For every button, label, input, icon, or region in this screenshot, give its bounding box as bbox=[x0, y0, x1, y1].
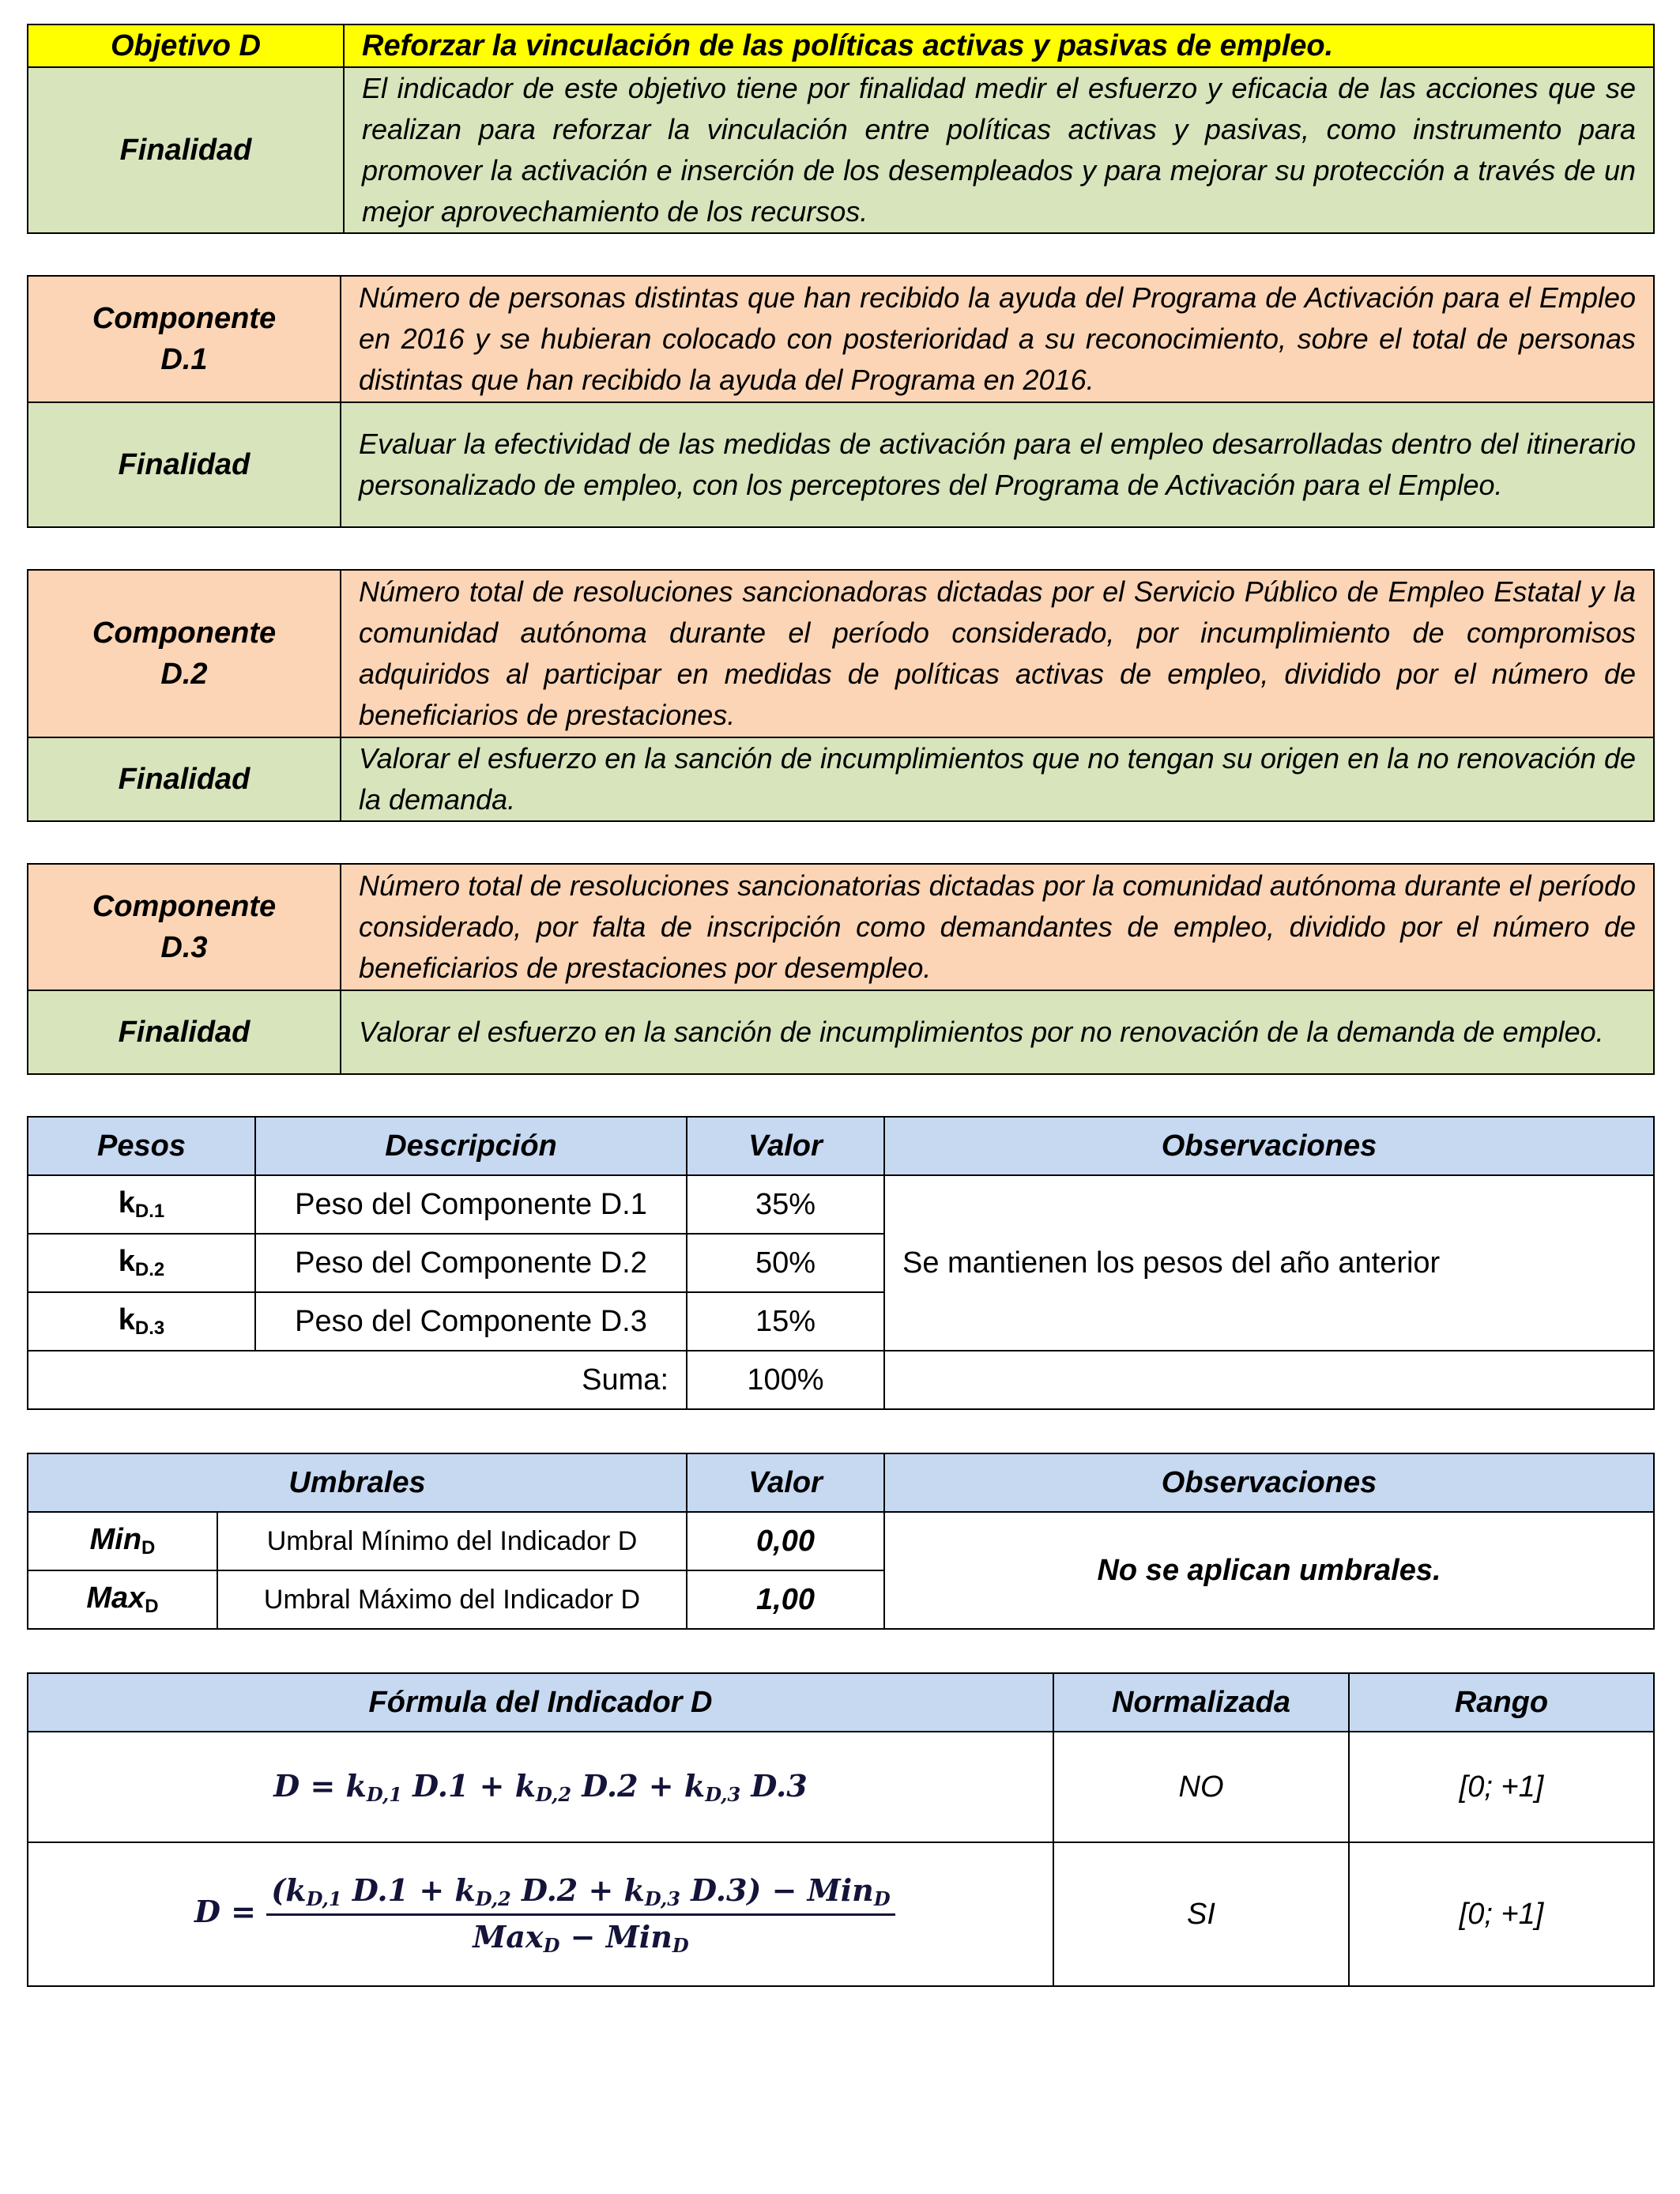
formula-fraction bbox=[266, 1872, 895, 1957]
formula-normalized-rango: [0; +1] bbox=[1349, 1842, 1654, 1986]
umbral-symbol: Min$_D$ bbox=[28, 1512, 217, 1570]
objetivo-title: Reforzar la vinculación de las políticas activas y pasivas de empleo. bbox=[344, 25, 1654, 67]
pesos-observaciones: Se mantienen los pesos del año anterior bbox=[884, 1175, 1654, 1351]
componente-d1-finalidad-label: Finalidad bbox=[28, 402, 341, 527]
table-row bbox=[28, 1732, 1654, 1842]
umbrales-header-valor: Valor bbox=[687, 1453, 884, 1512]
peso-symbol: $k_{D.2}$ bbox=[28, 1234, 255, 1292]
componente-d2-label bbox=[28, 570, 341, 737]
table-row bbox=[28, 1842, 1654, 1986]
formula-normalized-expression: D = $\frac{(k_{D,1} D.1 + k_{D,2} D.2 + k_{D,3} D.3) - Min_D}{Max_D - Min_D}$ bbox=[194, 1894, 895, 1929]
umbral-valor: 0,00 bbox=[687, 1512, 884, 1570]
componente-d1-label bbox=[28, 276, 341, 402]
umbral-symbol: Max$_D$ bbox=[28, 1570, 217, 1629]
componente-d2-label-line1: Componente bbox=[92, 616, 277, 650]
umbrales-observaciones: No se aplican umbrales. bbox=[884, 1512, 1654, 1629]
peso-descripcion: Peso del Componente D.3 bbox=[255, 1292, 687, 1351]
componente-d2-finalidad-text: Valorar el esfuerzo en la sanción de incumplimientos que no tengan su origen en la no renovación de la demanda. bbox=[341, 737, 1654, 821]
componente-d3-table bbox=[27, 863, 1655, 1075]
pesos-header-descripcion: Descripción bbox=[255, 1117, 687, 1175]
objetivo-label: Objetivo D bbox=[28, 25, 344, 67]
componente-d1-text: Número de personas distintas que han recibido la ayuda del Programa de Activación para el Empleo en 2016 y se hubieran colocado con posterioridad a su reconocimiento, sobre el total de personas distintas que han recibido la ayuda del Programa en 2016. bbox=[341, 276, 1654, 402]
peso-symbol: $k_{D.3}$ bbox=[28, 1292, 255, 1351]
formula-normalized bbox=[28, 1842, 1053, 1986]
pesos-header-observaciones: Observaciones bbox=[884, 1117, 1654, 1175]
objetivo-finalidad-text: El indicador de este objetivo tiene por finalidad medir el esfuerzo y eficacia de las acciones que se realizan para reforzar la vinculación entre políticas activas y pasivas, como instrumento para promover la activación e inserción de los desempleados y para mejorar su protección a través de un mejor aprovechamiento de los recursos. bbox=[344, 67, 1654, 233]
formula-raw bbox=[28, 1732, 1053, 1842]
umbral-valor: 1,00 bbox=[687, 1570, 884, 1629]
table-row bbox=[28, 1175, 1654, 1234]
formula-table bbox=[27, 1672, 1655, 1987]
formula-normalized-normalizada: SI bbox=[1053, 1842, 1349, 1986]
objetivo-finalidad-label: Finalidad bbox=[28, 67, 344, 233]
componente-d3-text: Número total de resoluciones sancionatorias dictadas por la comunidad autónoma durante el período considerado, por falta de inscripción como demandantes de empleo, dividido por el número de beneficiarios de prestaciones por desempleo. bbox=[341, 864, 1654, 990]
componente-d2-text: Número total de resoluciones sancionadoras dictadas por el Servicio Público de Empleo Estatal y la comunidad autónoma durante el período considerado, por incumplimiento de compromisos adquiridos al participar en medidas de políticas activas de empleo, dividido por el número de beneficiarios de prestaciones. bbox=[341, 570, 1654, 737]
umbral-descripcion: Umbral Máximo del Indicador D bbox=[217, 1570, 687, 1629]
componente-d3-label bbox=[28, 864, 341, 990]
formula-raw-normalizada: NO bbox=[1053, 1732, 1349, 1842]
pesos-header-valor: Valor bbox=[687, 1117, 884, 1175]
formula-raw-expression: $D = k_{D,1}$ $D.1 + k_{D,2}$ $D.2 + k_{D,3}$ D.3 bbox=[273, 1768, 808, 1806]
peso-descripcion: Peso del Componente D.2 bbox=[255, 1234, 687, 1292]
peso-valor: 35% bbox=[687, 1175, 884, 1234]
pesos-suma-valor: 100% bbox=[687, 1351, 884, 1409]
umbrales-header-umbrales: Umbrales bbox=[28, 1453, 687, 1512]
peso-valor: 50% bbox=[687, 1234, 884, 1292]
formula-numerator: ($k_{D,1}$ $D.1 + k_{D,2}$ $D.2 + k_{D,3}$ D.3) − Min$_D$ bbox=[266, 1872, 895, 1916]
componente-d1-label-line1: Componente bbox=[92, 302, 277, 335]
componente-d1-table bbox=[27, 275, 1655, 528]
componente-d3-label-line2: D.3 bbox=[160, 931, 208, 964]
formula-raw-rango: [0; +1] bbox=[1349, 1732, 1654, 1842]
componente-d2-label-line2: D.2 bbox=[160, 658, 208, 691]
componente-d2-table bbox=[27, 569, 1655, 822]
pesos-table bbox=[27, 1116, 1655, 1410]
umbral-descripcion: Umbral Mínimo del Indicador D bbox=[217, 1512, 687, 1570]
pesos-suma-label: Suma: bbox=[28, 1351, 687, 1409]
componente-d3-finalidad-label: Finalidad bbox=[28, 990, 341, 1074]
objetivo-table bbox=[27, 24, 1655, 234]
peso-valor: 15% bbox=[687, 1292, 884, 1351]
componente-d1-label-line2: D.1 bbox=[160, 343, 208, 376]
componente-d3-finalidad-text: Valorar el esfuerzo en la sanción de incumplimientos por no renovación de la demanda de empleo. bbox=[341, 990, 1654, 1074]
formula-header-normalizada: Normalizada bbox=[1053, 1673, 1349, 1732]
peso-descripcion: Peso del Componente D.1 bbox=[255, 1175, 687, 1234]
peso-symbol: $k_{D.1}$ bbox=[28, 1175, 255, 1234]
pesos-empty-cell bbox=[884, 1351, 1654, 1409]
document-page bbox=[27, 24, 1653, 1987]
umbrales-table bbox=[27, 1453, 1655, 1630]
componente-d1-finalidad-text: Evaluar la efectividad de las medidas de activación para el empleo desarrolladas dentro del itinerario personalizado de empleo, con los perceptores del Programa de Activación para el Empleo. bbox=[341, 402, 1654, 527]
componente-d3-label-line1: Componente bbox=[92, 890, 277, 923]
formula-header-formula: Fórmula del Indicador D bbox=[28, 1673, 1053, 1732]
pesos-header-pesos: Pesos bbox=[28, 1117, 255, 1175]
umbrales-header-observaciones: Observaciones bbox=[884, 1453, 1654, 1512]
componente-d2-finalidad-label: Finalidad bbox=[28, 737, 341, 821]
table-row bbox=[28, 1512, 1654, 1570]
table-row bbox=[28, 1351, 1654, 1409]
formula-header-rango: Rango bbox=[1349, 1673, 1654, 1732]
formula-denominator: Max$_D$ − Min$_D$ bbox=[473, 1918, 689, 1957]
